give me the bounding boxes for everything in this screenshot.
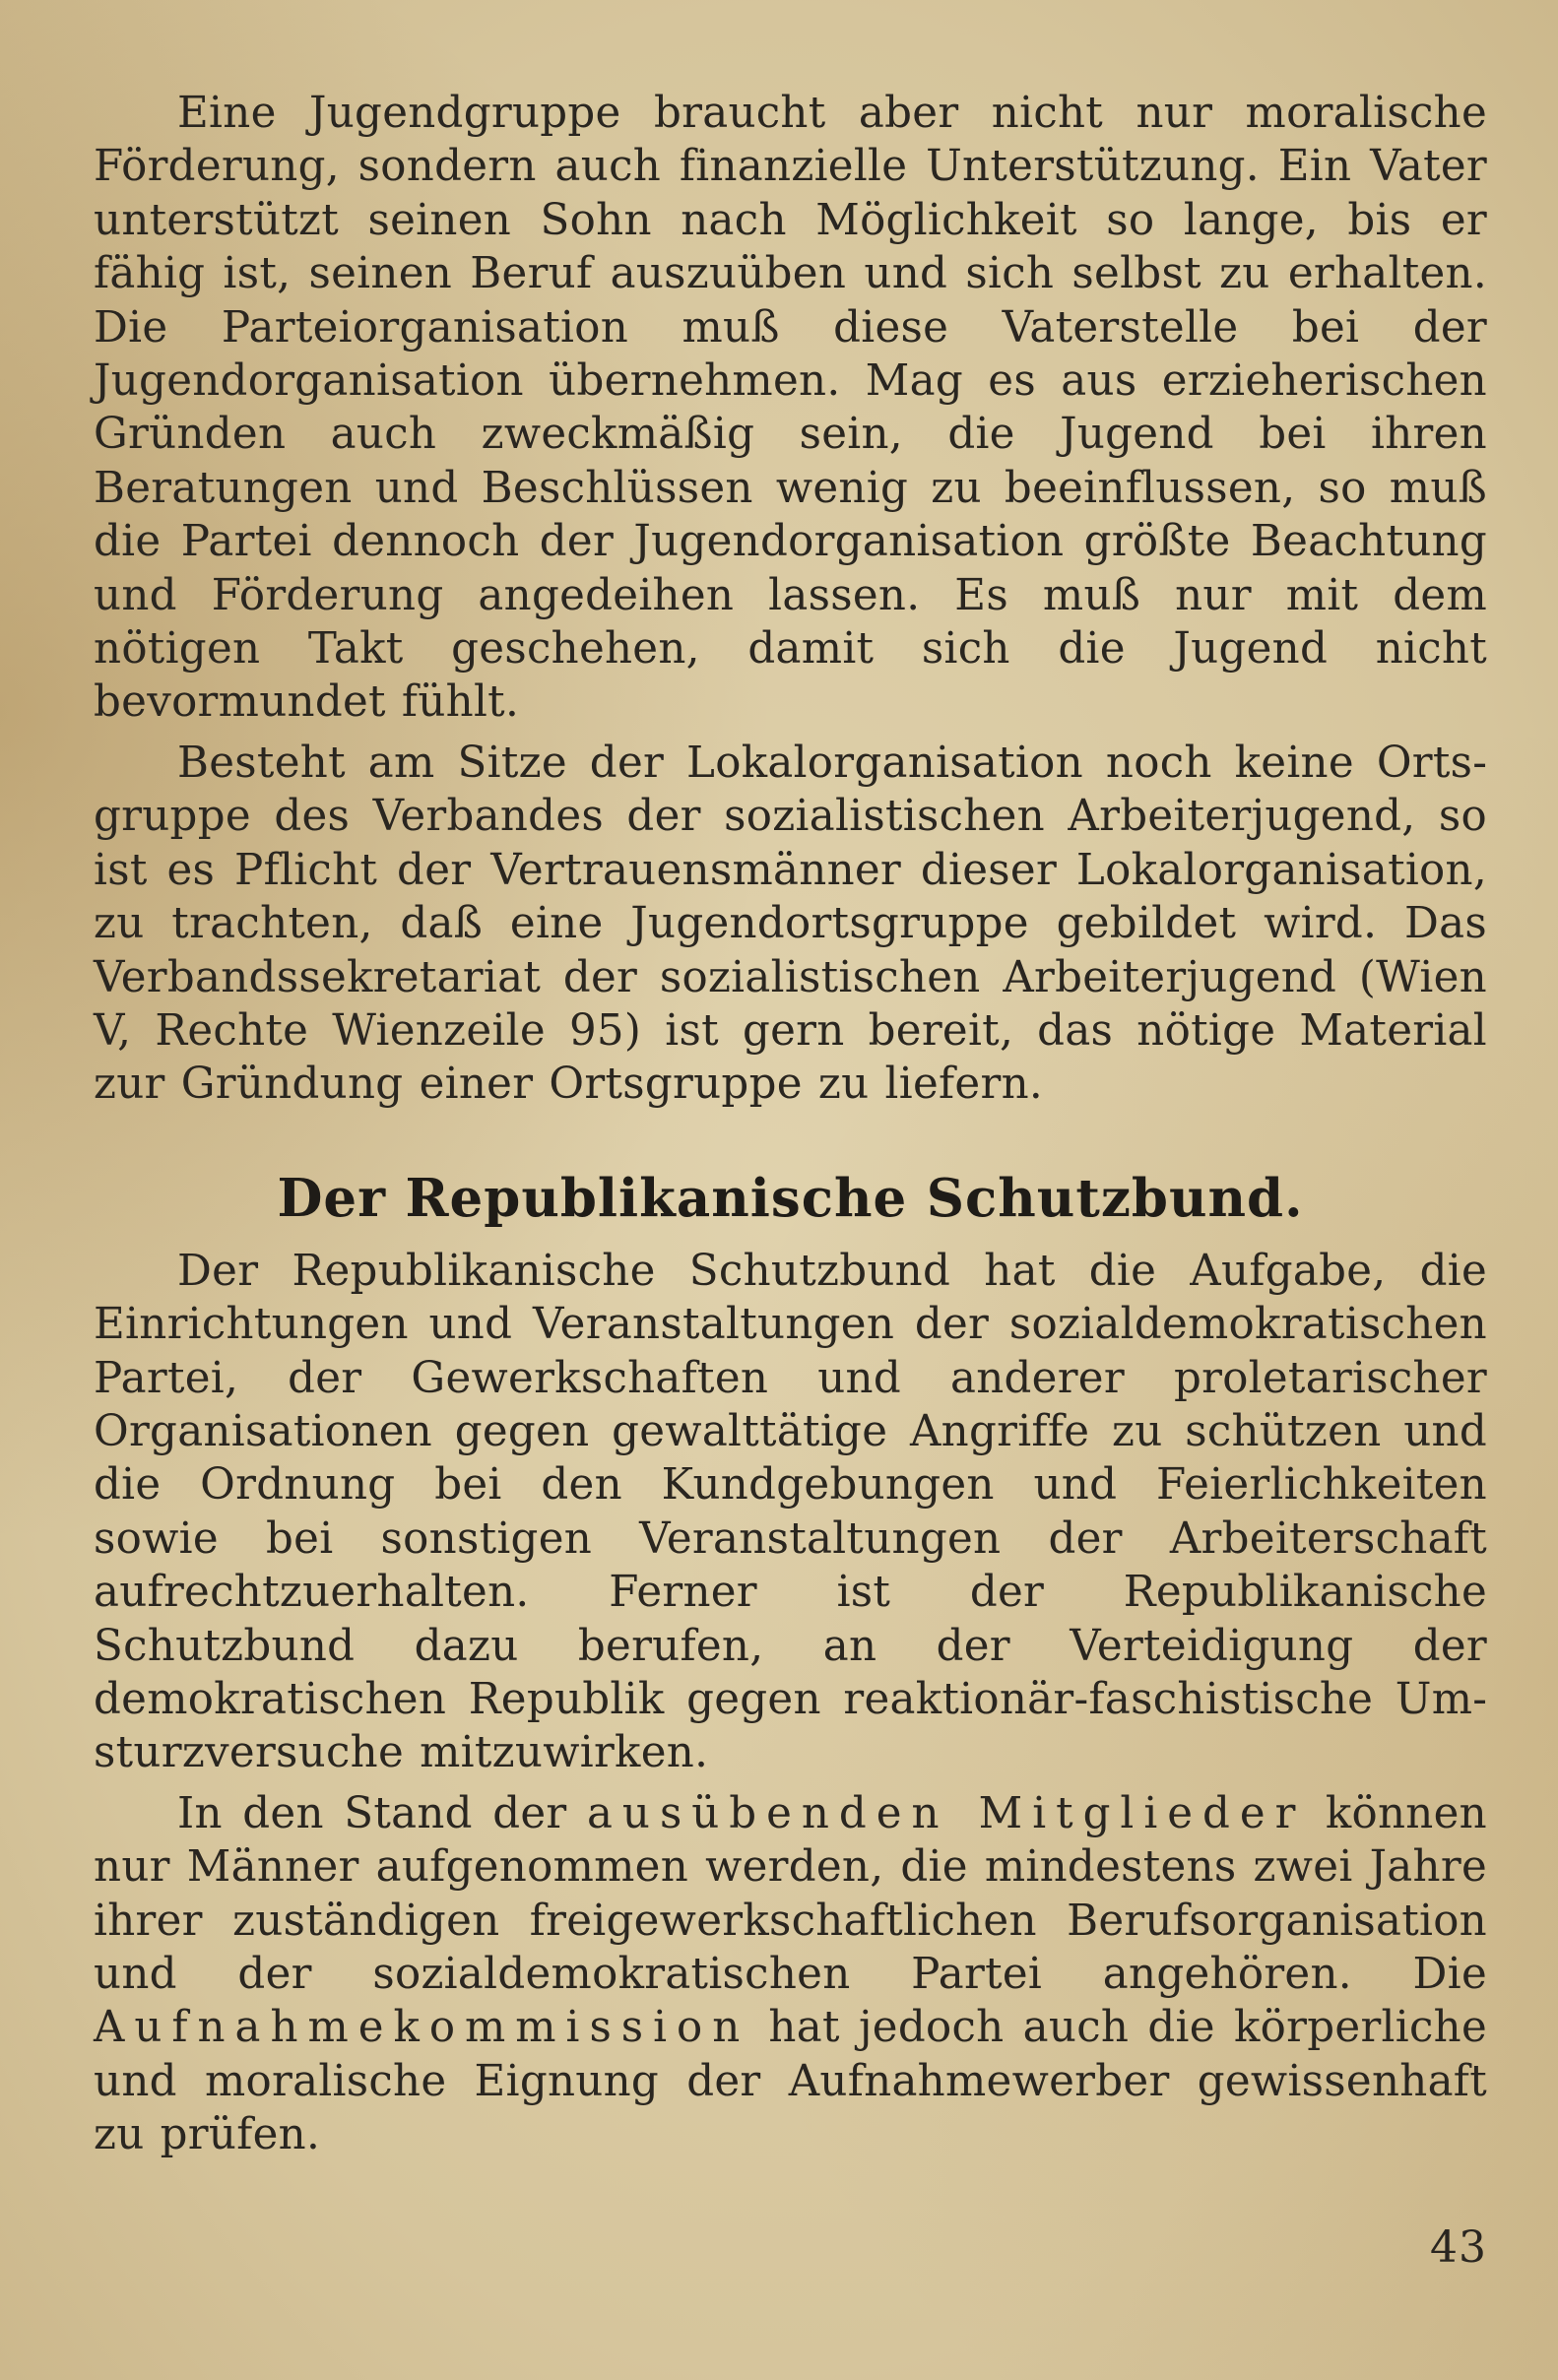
- text-run: In den Stand der: [177, 1788, 587, 1838]
- paragraph-youth-funding: Eine Jugendgruppe braucht aber nicht nur moralische Förderung, sondern auch finanzielle Unterstützung. Ein Vater unterstützt seinen Sohn nach Möglichkeit so lange, bis er fähig ist, seinen Beruf auszuüben und sich selbst zu erhalten. Die Parteiorganisation muß diese Vaterstelle bei der Jugendorganisation übernehmen. Mag es aus erzieherischen Gründen auch zweckmäßig sein, die Jugend bei ihren Beratungen und Beschlüssen wenig zu beeinflussen, so muß die Partei dennoch der Jugendorganisation größte Beachtung und Förderung angedeihen lassen. Es muß nur mit dem nötigen Takt geschehen, damit sich die Jugend nicht bevormundet fühlt.: [94, 89, 1487, 728]
- paragraph-local-group: Besteht am Sitze der Lokalorganisation noch keine Ortsgruppe des Verbandes der sozialistischen Arbeiterjugend, so ist es Pflicht der Vertrauensmänner dieser Lokalorganisation, zu trachten, daß eine Jugendortsgruppe gebildet wird. Das Verbandssekretariat der sozialistischen Arbeiterjugend (Wien V, Rechte Wienzeile 95) ist gern bereit, das nötige Material zur Gründung einer Ortsgruppe zu liefern.: [94, 738, 1487, 1110]
- text-run: hat jedoch auch die körperliche und moralische Eignung der Aufnahmewerber gewissenhaft zu prüfen.: [94, 2003, 1487, 2160]
- page-number: 43: [1430, 2222, 1487, 2273]
- emphasized-term: Aufnahmekommission: [94, 2003, 750, 2053]
- text-run: können nur Männer aufgenommen werden, die mindestens zwei Jahre ihrer zuständigen freigewerkschaftlichen Berufsorganisation und der sozialdemokratischen Partei angehören. Die: [94, 1788, 1487, 1999]
- paragraph-schutzbund-tasks: Der Republikanische Schutzbund hat die Aufgabe, die Einrichtungen und Veranstaltungen der sozialdemokratischen Partei, der Gewerkschaften und anderer proletarischer Organisationen gegen gewalttätige Angriffe zu schützen und die Ordnung bei den Kundgebungen und Feierlichkeiten sowie bei sonstigen Veranstaltungen der Arbeiterschaft aufrechtzuerhalten. Ferner ist der Republikanische Schutzbund dazu berufen, an der Verteidigung der demokratischen Republik gegen reaktionär-faschistische Umsturzversuche mitzuwirken.: [94, 1246, 1487, 1778]
- emphasized-term: ausübenden Mitglieder: [587, 1788, 1306, 1838]
- paragraph-schutzbund-members: [94, 1787, 1487, 2162]
- book-page: [94, 87, 1487, 2302]
- section-heading: Der Republikanische Schutzbund.: [277, 1167, 1304, 1229]
